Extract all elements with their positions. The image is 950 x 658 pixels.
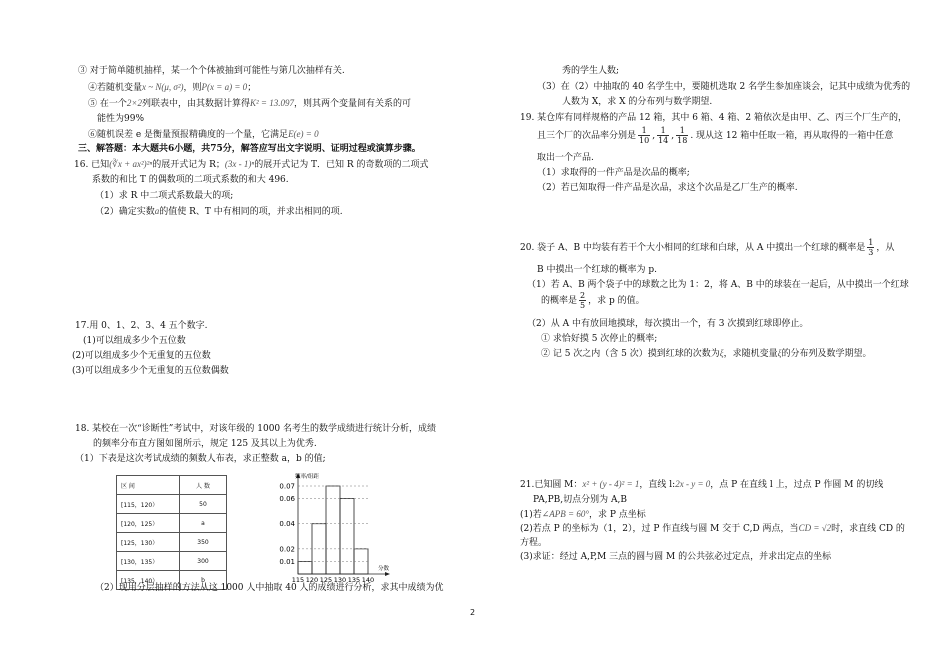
table-cell: [125，130） xyxy=(117,533,180,552)
q21-part2: (2)若点 P 的坐标为（1，2），过 P 作直线与圆 M 交于 C,D 两点，当CD = √2时，求直线 CD 的 xyxy=(520,523,905,534)
fraction: $\frac{1}{3}$ xyxy=(868,238,874,257)
item-6: ⑥随机误差 e 是衡量预报精确度的一个量，它满足E(e) = 0 xyxy=(88,129,319,140)
q18-part2: （2）现用分层抽样的方法从这 1000 人中抽取 40 人的成绩进行分析，求其中成绩为优 xyxy=(95,583,444,593)
x-tick-label: 120 xyxy=(305,576,319,582)
y-tick-label: 0.04 xyxy=(279,520,295,529)
y-tick-label: 0.02 xyxy=(279,545,295,554)
x-tick-label: 125 xyxy=(319,576,333,582)
q17-part1: (1)可以组成多少个五位数 xyxy=(83,336,186,346)
q16-part1: （1）求 R 中二项式系数最大的项; xyxy=(95,191,234,201)
q18-cont: 秀的学生人数; xyxy=(562,66,620,76)
q18-part3-line2: 人数为 X，求 X 的分布列与数学期望. xyxy=(562,97,713,107)
table-cell: 50 xyxy=(180,495,227,514)
fraction: $\frac{1}{14}$ xyxy=(658,126,669,145)
table-row xyxy=(117,552,227,571)
q20-line2: B 中摸出一个红球的概率为 p. xyxy=(537,265,657,275)
q19-part2: （2）若已知取得一件产品是次品，求这个次品是乙厂生产的概率. xyxy=(537,183,798,193)
item-5-line2: 能性为99% xyxy=(97,114,145,124)
q20-part2-b: ② 记 5 次之内（含 5 次）摸到红球的次数为ξ，求随机变量ξ的分布列及数学期望。 xyxy=(541,348,872,359)
q21-part3: (3)求证：经过 A,P,M 三点的圆与圆 M 的公共弦必过定点，并求出定点的坐标 xyxy=(520,552,832,562)
table-cell: 350 xyxy=(180,533,227,552)
frequency-histogram xyxy=(262,470,392,582)
q18-line1: 18. 某校在一次“诊断性”考试中，对该年级的 1000 名考生的数学成绩进行统计分析，成绩 xyxy=(75,424,437,434)
item-5: ⑤ 在一个2×2列联表中，由其数据计算得K² = 13.097，则其两个变量间有关系的可 xyxy=(88,98,412,109)
q19-line3: 取出一个产品. xyxy=(537,153,594,163)
x-tick-label: 140 xyxy=(361,576,375,582)
fraction: $\frac{1}{18}$ xyxy=(677,126,688,145)
q19-part1: （1）求取得的一件产品是次品的概率; xyxy=(537,168,690,178)
item-3: ③ 对于简单随机抽样，某一个个体被抽到可能性与第几次抽样有关. xyxy=(78,66,345,76)
q21-line1: 21.已知圆 M：x² + (y - 4)² = 1，直线 l:2x - y = 0，点 P 在直线 l 上，过点 P 作圆 M 的切线 xyxy=(520,479,884,490)
q20-part1: （1）若 A、B 两个袋子中的球数之比为 1：2，将 A、B 中的球装在一起后，从中摸出一个红球 xyxy=(527,280,909,290)
y-axis-label: 频率/组距 xyxy=(295,474,319,480)
histogram-bar xyxy=(354,549,368,574)
histogram-bar xyxy=(326,486,340,574)
y-tick-label: 0.01 xyxy=(279,557,295,566)
q20-part2: （2）从 A 中有放回地摸球，每次摸出一个，有 3 次摸到红球即停止。 xyxy=(527,319,809,329)
y-tick-label: 0.07 xyxy=(279,482,295,491)
item-4: ④若随机变量x ~ N(μ, σ²)，则P(x = a) = 0； xyxy=(88,82,257,93)
q18-line2: 的频率分布直方图如图所示，规定 125 及其以上为优秀. xyxy=(93,439,317,449)
histogram-bar xyxy=(340,499,354,574)
section-3-heading: 三、解答题：本大题共6小题，共75分，解答应写出文字说明、证明过程或演算步骤。 xyxy=(78,144,421,154)
table-header-row xyxy=(117,476,227,495)
table-cell: 300 xyxy=(180,552,227,571)
table-cell: a xyxy=(180,514,227,533)
q21-part2-line2: 方程。 xyxy=(520,538,548,548)
q17-title: 17.用 0、1、2、3、4 五个数字. xyxy=(75,321,208,331)
table-row xyxy=(117,495,227,514)
q18-part1: （1）下表是这次考试成绩的频数人布表，求正整数 a，b 的值; xyxy=(75,454,326,464)
x-tick-label: 135 xyxy=(347,576,361,582)
q19-line2: 且三个厂的次品率分别是 $\frac{1}{10}$ , $\frac{1}{14}$ , $\frac{1}{18}$ . 现从这 12 箱中任取一箱，再从取得的一箱中任意 xyxy=(537,126,894,145)
q17-part3: (3)可以组成多少个无重复的五位数偶数 xyxy=(72,366,229,376)
q21-part1: (1)若∠APB = 60°，求 P 点坐标 xyxy=(520,509,646,520)
fraction: $\frac{1}{10}$ xyxy=(639,126,650,145)
histogram-bar xyxy=(298,561,312,574)
x-axis-arrow xyxy=(385,572,390,576)
q18-part3-line1: （3）在（2）中抽取的 40 名学生中，要随机选取 2 名学生参加座谈会，记其中成绩为优秀的 xyxy=(537,82,911,92)
y-tick-label: 0.06 xyxy=(279,495,295,504)
frequency-table xyxy=(116,475,227,590)
q16-line1: 16. 已知(∛x + ax²)²ⁿ的展开式记为 R；(3x - 1)ⁿ的展开式记为 T．已知 R 的奇数项的二项式 xyxy=(74,159,429,170)
table-header-cell: 人 数 xyxy=(180,476,227,495)
q21-line2: PA,PB,切点分别为 A,B xyxy=(533,495,627,505)
table-row xyxy=(117,514,227,533)
table-cell: [115，120） xyxy=(117,495,180,514)
table-header-cell: 区 间 xyxy=(117,476,180,495)
x-tick-label: 130 xyxy=(333,576,347,582)
page-number: 2 xyxy=(470,608,476,617)
x-tick-label: 115 xyxy=(291,576,305,582)
table-row xyxy=(117,533,227,552)
q16-part2: （2）确定实数a的值使 R、T 中有相同的项，并求出相同的项. xyxy=(95,206,343,217)
q20-line1: 20. 袋子 A、B 中均装有若干个大小相同的红球和白球，从 A 中摸出一个红球的概率是 $\frac{1}{3}$ ，从 xyxy=(520,238,895,257)
q16-line2: 系数的和比 T 的偶数项的二项式系数的和大 496. xyxy=(92,175,289,185)
q19-line1: 19. 某仓库有同样规格的产品 12 箱，其中 6 箱、4 箱、2 箱依次是由甲、乙、丙三个厂生产的， xyxy=(520,113,907,123)
q17-part2: (2)可以组成多少个无重复的五位数 xyxy=(72,351,211,361)
table-cell: [120，125） xyxy=(117,514,180,533)
table-cell: b xyxy=(180,571,227,590)
table-cell: [130，135） xyxy=(117,552,180,571)
fraction: $\frac{2}{5}$ xyxy=(580,291,586,310)
x-axis-label: 分数 xyxy=(378,566,390,572)
table-cell: [135，140） xyxy=(117,571,180,590)
q20-part1-line2: 的概率是 $\frac{2}{5}$ ，求 p 的值。 xyxy=(541,291,645,310)
q20-part2-a: ① 求恰好摸 5 次停止的概率; xyxy=(541,334,658,344)
